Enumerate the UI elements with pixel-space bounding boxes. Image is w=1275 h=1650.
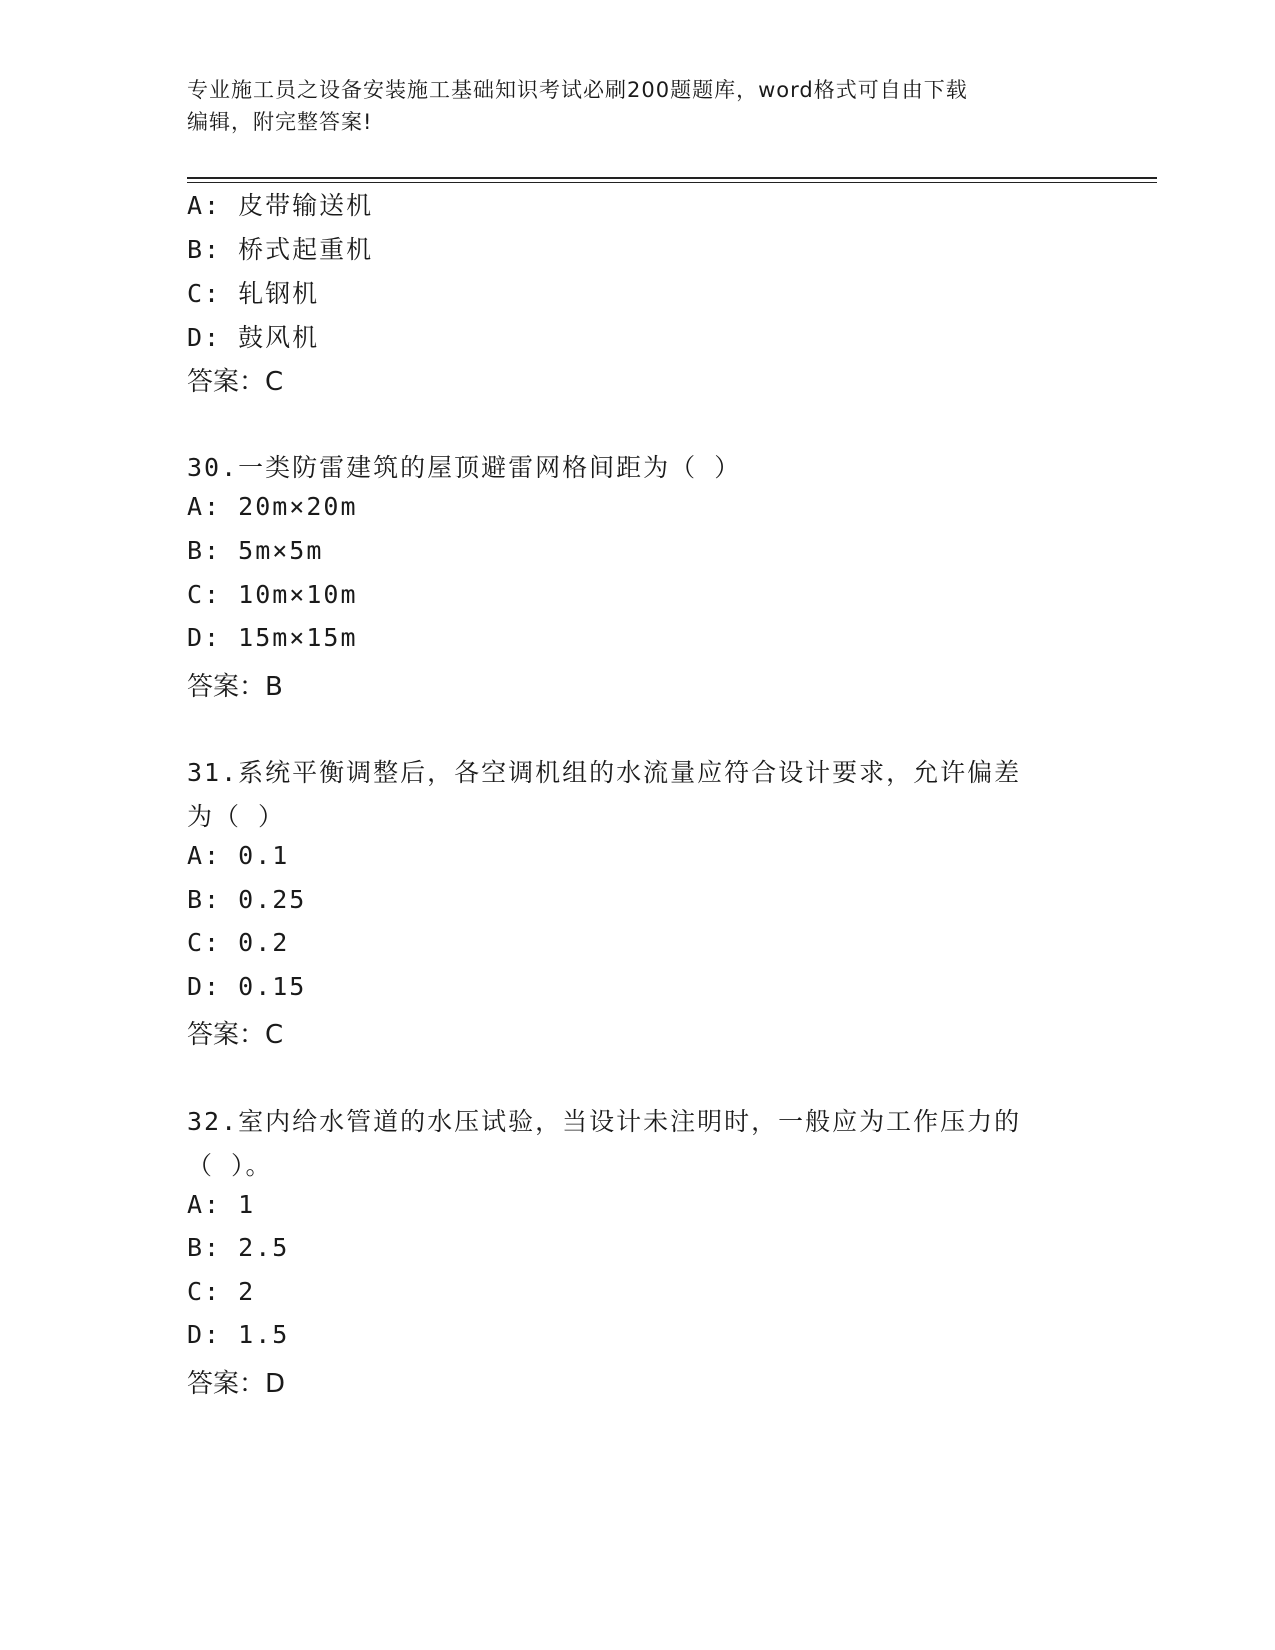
header-line-1: 专业施工员之设备安装施工基础知识考试必刷200题题库，word格式可自由下载 — [187, 78, 968, 102]
q31-option-a: A: 0.1 — [187, 841, 290, 870]
q30-option-b: B: 5m×5m — [187, 536, 324, 565]
q31-option-d: D: 0.15 — [187, 972, 307, 1001]
q30-option-c: C: 10m×10m — [187, 580, 358, 609]
q30-question: 30.一类防雷建筑的屋顶避雷网格间距为（ ） — [187, 453, 742, 482]
q32-option-d: D: 1.5 — [187, 1320, 290, 1349]
q30-option-a: A: 20m×20m — [187, 492, 358, 521]
header-line-2: 编辑，附完整答案! — [187, 110, 373, 134]
q30-option-d: D: 15m×15m — [187, 623, 358, 652]
q31-question-line-1: 31.系统平衡调整后，各空调机组的水流量应符合设计要求，允许偏差 — [187, 758, 1022, 787]
q29-option-a: A: 皮带输送机 — [187, 191, 374, 220]
q29-option-d: D: 鼓风机 — [187, 323, 320, 352]
header-divider-thick — [187, 177, 1157, 179]
q32-answer: 答案：D — [187, 1369, 286, 1399]
q29-option-c: C: 轧钢机 — [187, 279, 320, 308]
q31-option-b: B: 0.25 — [187, 885, 307, 914]
q32-question-line-2: （ ）。 — [187, 1151, 273, 1180]
q32-option-b: B: 2.5 — [187, 1233, 290, 1262]
q31-question-line-2: 为（ ） — [187, 802, 286, 831]
q32-option-c: C: 2 — [187, 1277, 256, 1306]
document-header — [187, 74, 1087, 138]
q29-answer: 答案：C — [187, 367, 284, 397]
q31-option-c: C: 0.2 — [187, 928, 290, 957]
q31-answer: 答案：C — [187, 1020, 284, 1050]
q30-answer: 答案：B — [187, 672, 283, 702]
q32-question-line-1: 32.室内给水管道的水压试验，当设计未注明时，一般应为工作压力的 — [187, 1107, 1022, 1136]
q32-option-a: A: 1 — [187, 1190, 256, 1219]
header-divider-thin — [187, 182, 1157, 183]
q29-option-b: B: 桥式起重机 — [187, 235, 374, 264]
